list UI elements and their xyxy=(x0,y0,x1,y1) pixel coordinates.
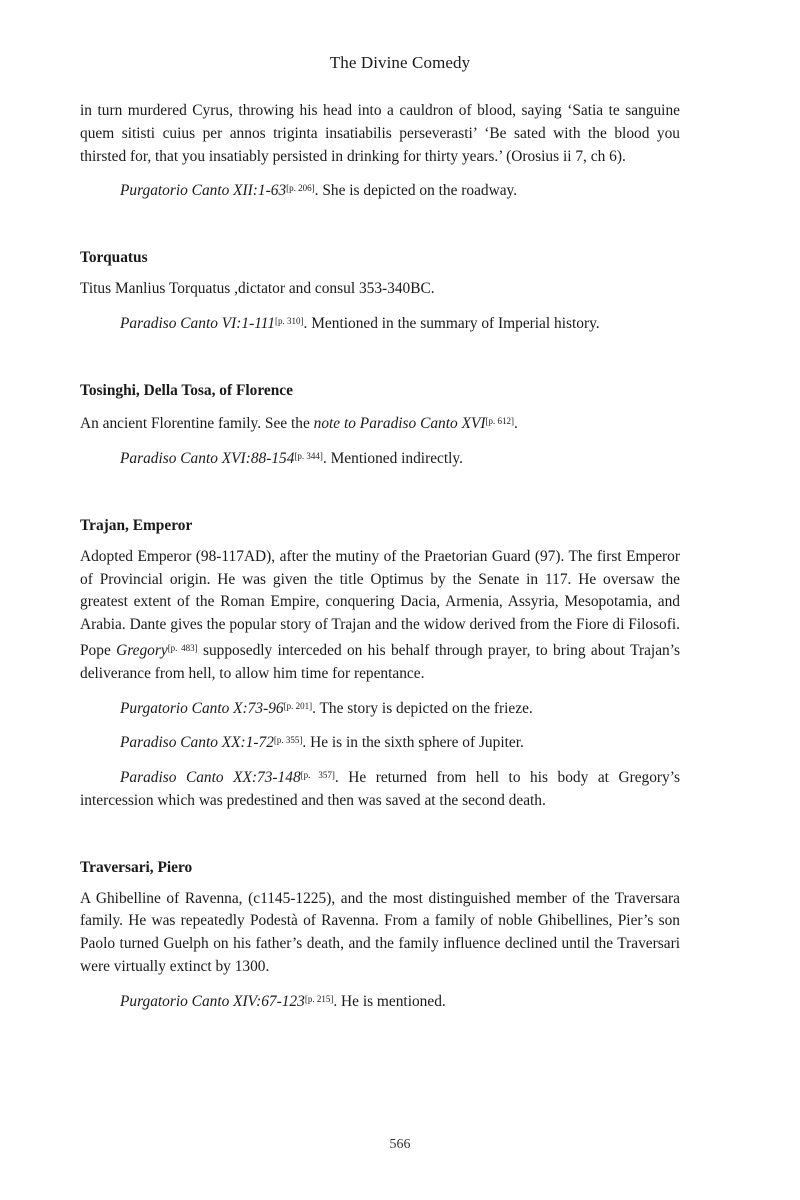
entry-body: A Ghibelline of Ravenna, (c1145-1225), and the most distinguished member of the Traversara family. He was repeatedly Podestà of Ravenna. From a family of noble Ghibellines, Pier’s son Paolo turned Guelph on his father’s death, and the family influence declined until the Traversari were virtually extinct by 1300. xyxy=(80,889,680,975)
body-text: . xyxy=(514,415,518,433)
note-link[interactable]: note to Paradiso Canto XVI xyxy=(313,415,486,433)
cross-reference xyxy=(80,764,680,813)
page-ref[interactable]: [p. 310] xyxy=(275,315,304,326)
ref-note: . She is depicted on the roadway. xyxy=(314,182,518,200)
page-ref[interactable]: [p. 357] xyxy=(300,770,335,781)
body-text: supposedly interceded on his behalf through prayer, to bring about Trajan’s deliverance from hell, to allow him time for repentance. xyxy=(80,641,680,682)
entry-body xyxy=(80,546,680,686)
gregory-link[interactable]: Gregory xyxy=(116,641,168,659)
cross-reference xyxy=(80,445,680,471)
cross-reference xyxy=(80,177,680,203)
cross-reference xyxy=(80,729,680,755)
entry-heading: Trajan, Emperor xyxy=(80,516,193,534)
page-ref[interactable]: [p. 355] xyxy=(273,735,303,746)
canto-link[interactable]: Paradiso Canto XX:73-148 xyxy=(120,769,301,787)
entry-heading: Traversari, Piero xyxy=(80,858,193,876)
page-ref[interactable]: [p. 206] xyxy=(286,183,315,194)
page-number: 566 xyxy=(389,1137,411,1152)
cross-reference xyxy=(80,695,680,721)
page-ref[interactable]: [p. 201] xyxy=(283,700,313,711)
entry-body: Titus Manlius Torquatus ,dictator and consul 353-340BC. xyxy=(80,279,435,297)
canto-link[interactable]: Purgatorio Canto XII:1-63 xyxy=(120,182,287,200)
canto-link[interactable]: Purgatorio Canto XIV:67-123 xyxy=(120,992,305,1010)
body-text: An ancient Florentine family. See the xyxy=(80,415,314,433)
ref-note: . The story is depicted on the frieze. xyxy=(312,699,533,717)
cross-reference xyxy=(80,310,680,336)
ref-note: . Mentioned indirectly. xyxy=(322,450,463,468)
intro-paragraph: in turn murdered Cyrus, throwing his head into a cauldron of blood, saying ‘Satia te sanguine quem sitisti cuius per annos triginta insatiabilis perseverasti’ ‘Be sated with the blood you thirsted for, that you insatiably persisted in drinking for thirty years.’ (Orosius ii 7, ch 6). xyxy=(80,102,680,165)
ref-note: . He is mentioned. xyxy=(333,992,446,1010)
page-content xyxy=(80,100,680,1014)
cross-reference xyxy=(80,988,680,1014)
ref-note: . He returned from hell to his body at Gregory’s intercession which was predestined and then was saved at the second death. xyxy=(80,769,681,809)
page-ref[interactable]: [p. 483] xyxy=(167,642,198,653)
entry-heading: Torquatus xyxy=(80,249,148,267)
page-ref[interactable]: [p. 215] xyxy=(304,993,334,1004)
page-ref[interactable]: [p. 344] xyxy=(294,451,323,462)
canto-link[interactable]: Paradiso Canto XX:1-72 xyxy=(120,734,274,752)
ref-note: . He is in the sixth sphere of Jupiter. xyxy=(302,734,524,752)
ref-note: . Mentioned in the summary of Imperial history. xyxy=(303,314,600,332)
canto-link[interactable]: Purgatorio Canto X:73-96 xyxy=(120,699,284,717)
running-head: The Divine Comedy xyxy=(329,53,471,72)
canto-link[interactable]: Paradiso Canto XVI:88-154 xyxy=(120,450,295,468)
page-ref[interactable]: [p. 612] xyxy=(485,416,514,427)
canto-link[interactable]: Paradiso Canto VI:1-111 xyxy=(120,314,276,332)
entry-heading: Tosinghi, Della Tosa, of Florence xyxy=(80,381,293,399)
body-text: Adopted Emperor (98-117AD), after the mutiny of the Praetorian Guard (97). The first Emperor of Provincial origin. He was given the title Optimus by the Senate in 117. He oversaw the greatest extent of the Roman Empire, conquering Dacia, Armenia, Assyria, Mesopotamia, and Arabia. Dante gives the popular story of Trajan and the widow derived from the Fiore di Filosofi. Pope xyxy=(80,547,680,659)
entry-body xyxy=(80,410,680,436)
